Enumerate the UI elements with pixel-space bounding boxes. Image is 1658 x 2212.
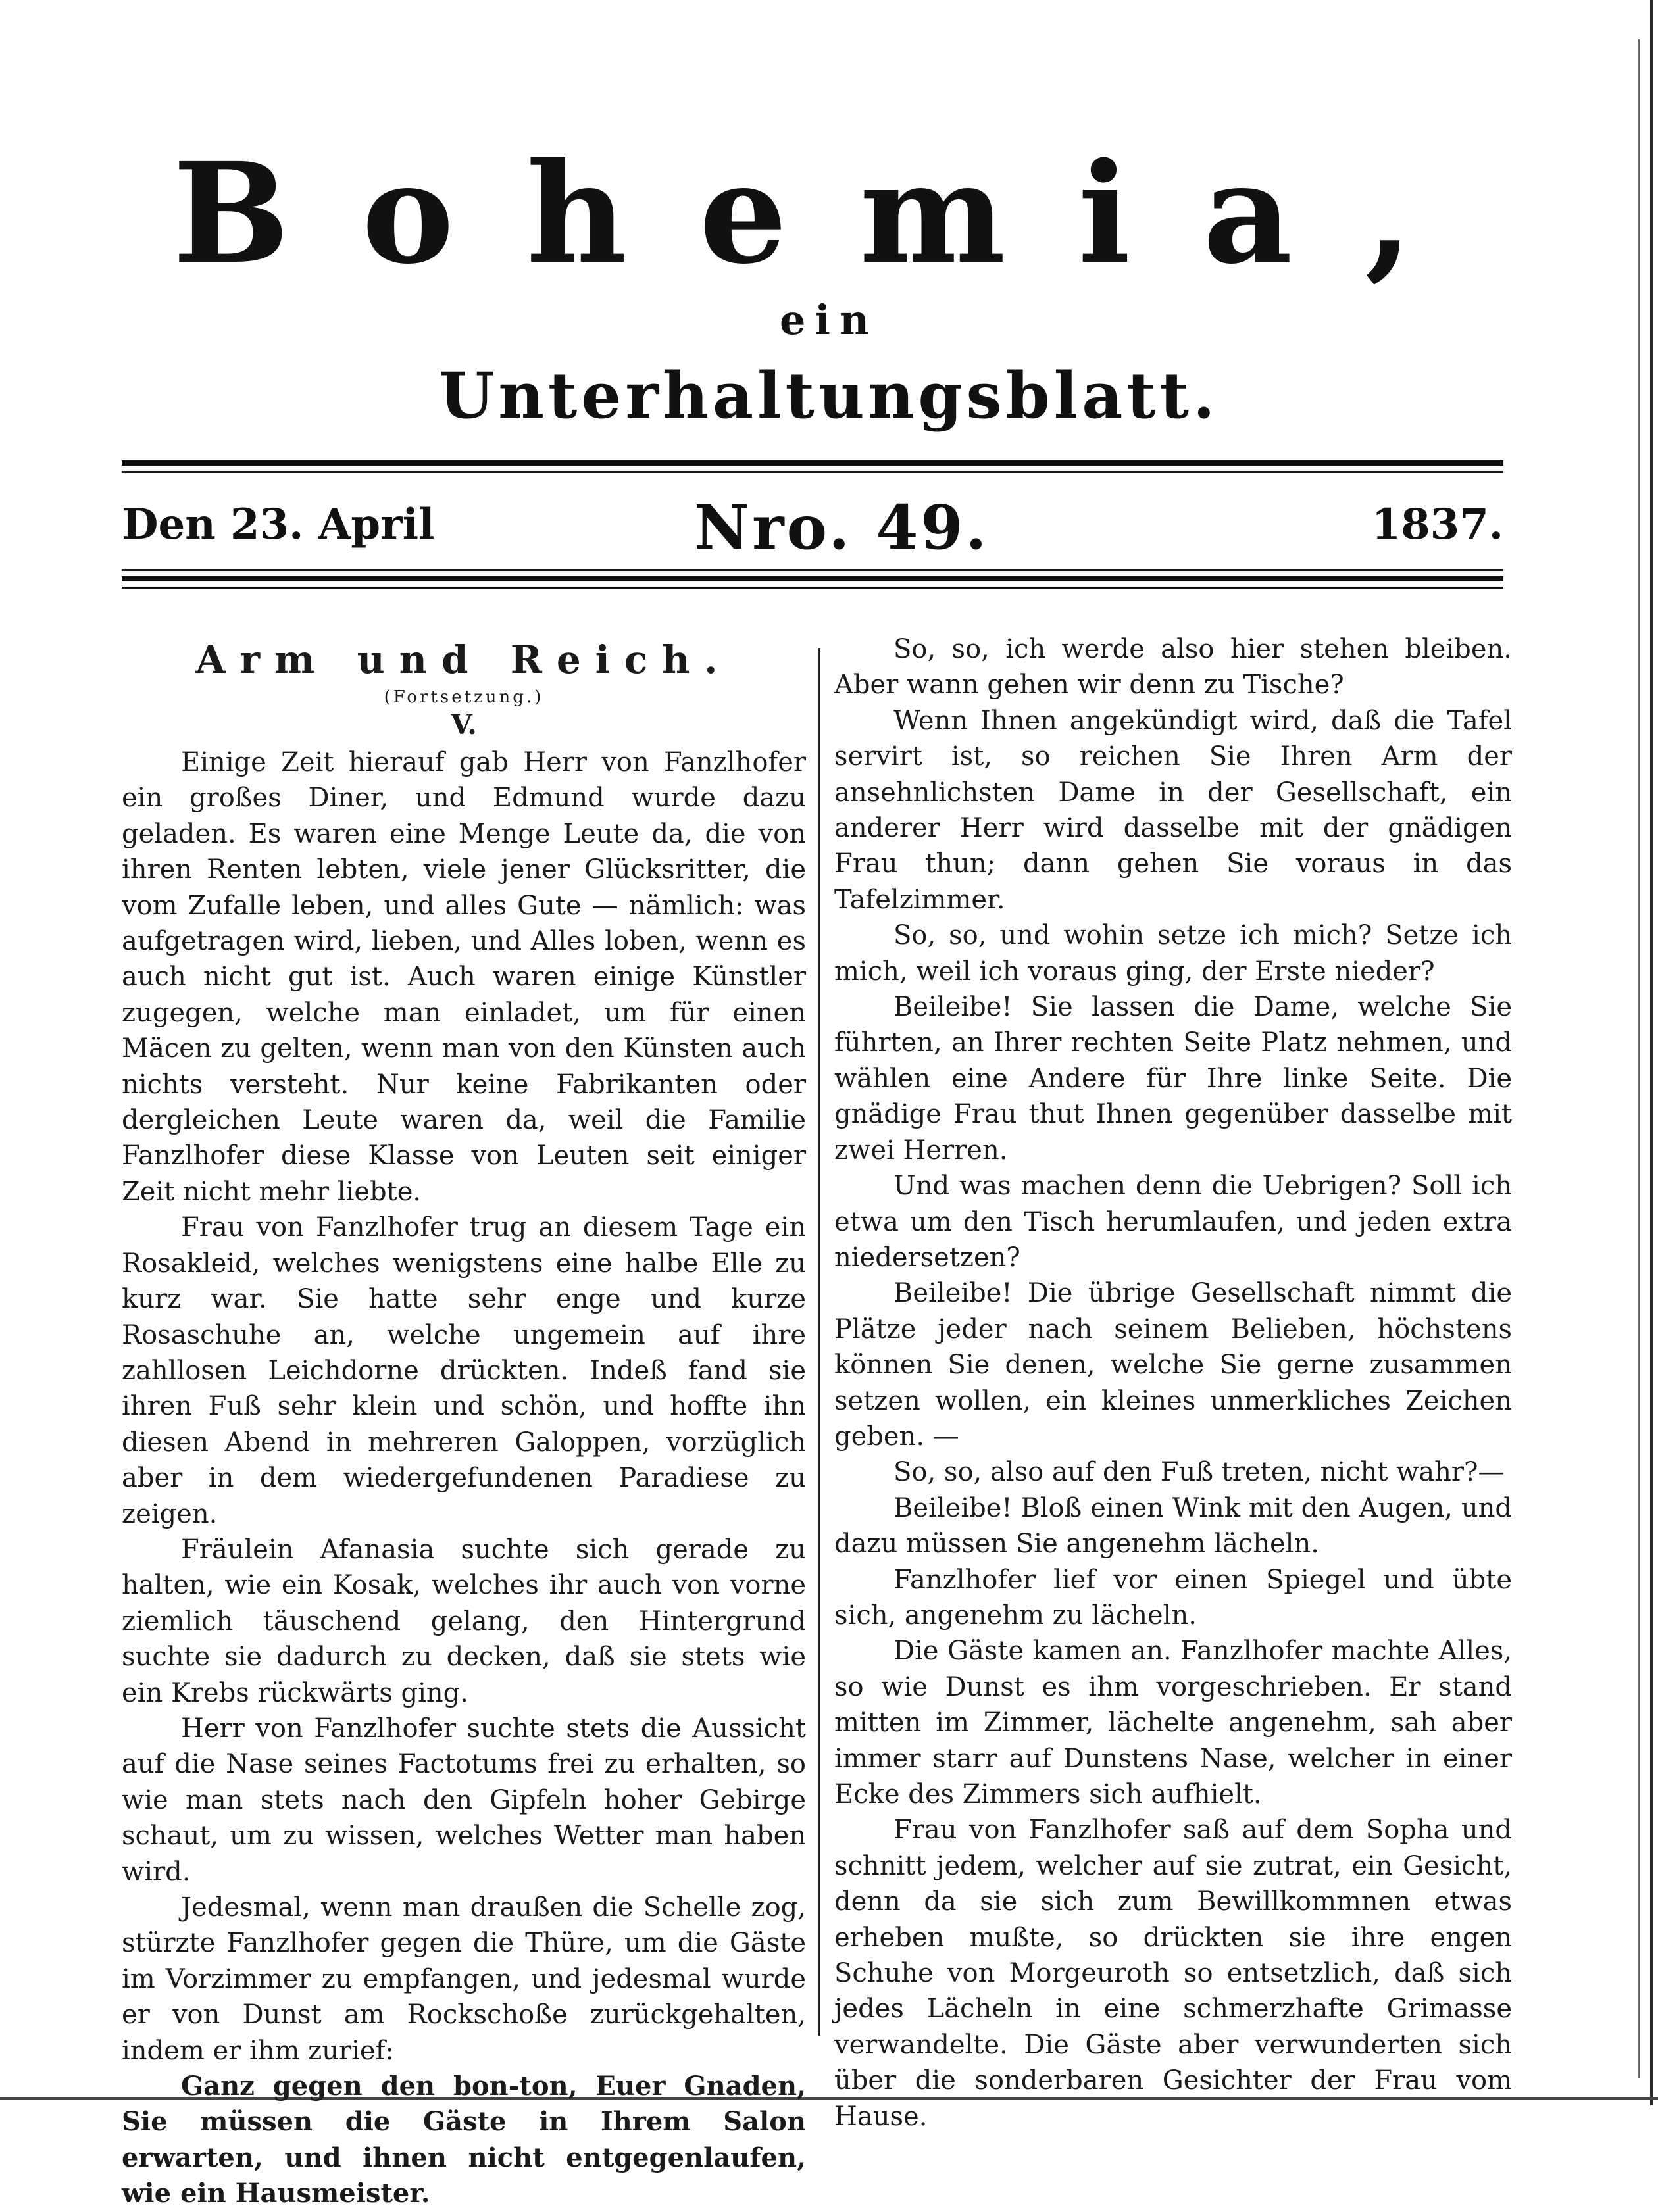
paragraph: Herr von Fanzlhofer suchte stets die Aussicht auf die Nase seines Factotums frei zu erhalten, so wie man stets nach den Gipfeln hoher Gebirge schaut, um zu wissen, welches Wetter man haben wird. [122, 1713, 806, 1887]
masthead-title: Bohemia, [172, 132, 1486, 295]
paragraph: Wenn Ihnen angekündigt wird, daß die Tafel servirt ist, so reichen Sie Ihren Arm der ansehnlichsten Dame in der Gesellschaft, ein anderer Herr wird dasselbe mit der gnädigen Frau thun; dann gehen Sie voraus in das Tafelzimmer. [834, 705, 1512, 915]
paragraph: Die Gäste kamen an. Fanzlhofer machte Alles, so wie Dunst es ihm vorgeschrieben. Er stand mitten im Zimmer, lächelte angenehm, sah aber immer starr auf Dunstens Nase, welcher in einer Ecke des Zimmers sich aufhielt. [834, 1636, 1512, 1809]
paragraph: Beileibe! Bloß einen Wink mit den Augen, und dazu müssen Sie angenehm lächeln. [834, 1492, 1512, 1560]
rule-top-thin [122, 471, 1503, 473]
paragraph: Einige Zeit hierauf gab Herr von Fanzlhofer ein großes Diner, und Edmund wurde dazu geladen. Es waren eine Menge Leute da, die von ihren Renten lebten, viele jener Glücksritter, die vom Zufalle leben, und alles Gute — nämlich: was aufgetragen wird, lieben, und Alles loben, wenn es auch nicht gut ist. Auch waren einige Künstler zugegen, welche man einladet, um für einen Mäcen zu gelten, wenn man von den Künsten auch nichts versteht. Nur keine Fabrikanten oder dergleichen Leute waren da, weil die Familie Fanzlhofer diese Klasse von Leuten seit einiger Zeit nicht mehr liebte. [122, 747, 806, 1207]
paragraph: Beileibe! Sie lassen die Dame, welche Sie führten, an Ihrer rechten Seite Platz nehmen, und wählen eine Andere für Ihre linke Seite. Die gnädige Frau thut Ihnen gegenüber dasselbe mit zwei Herren. [834, 992, 1512, 1166]
dateline [122, 492, 1503, 563]
paragraph: Frau von Fanzlhofer saß auf dem Sopha und schnitt jedem, welcher auf sie zutrat, ein Gesicht, denn da sie sich zum Bewillkommnen etwas erheben mußte, so drückten sie ihre engen Schuhe von Morgeuroth so entsetzlich, daß sich jedes Lächeln in eine schmerzhafte Grimasse verwandelte. Die Gäste aber verwunderten sich über die sonderbaren Gesichter der Frau vom Hause. [834, 1815, 1512, 2132]
issue-number [694, 492, 989, 563]
article-title: Arm und Reich. [195, 637, 732, 682]
rule-bottom-thin-2 [122, 587, 1503, 589]
paragraph: Fanzlhofer lief vor einen Spiegel und übte sich, angenehm zu lächeln. [834, 1564, 1512, 1631]
column-divider [818, 648, 820, 2036]
paragraph: Und was machen denn die Uebrigen? Soll ich etwa um den Tisch herumlaufen, und jeden extra niedersetzen? [834, 1171, 1512, 1273]
issue-year: 1837. [1371, 500, 1503, 549]
issue-number-prefix: Nro. [694, 492, 853, 563]
paragraph: Frau von Fanzlhofer trug an diesem Tage ein Rosakleid, welches wenigstens eine halbe Elle zu kurz war. Sie hatte sehr enge und kurze Rosaschuhe an, welche ungemein auf ihre zahllosen Leichdorne drückten. Indeß fand sie ihren Fuß sehr klein und schön, und hoffte ihn diesen Abend in mehreren Galoppen, vorzüglich aber in dem wiedergefundenen Paradiese zu zeigen. [122, 1212, 806, 1529]
paragraph: Ganz gegen den bon-ton, Euer Gnaden, Sie müssen die Gäste in Ihrem Salon erwarten, und ihnen nicht entgegenlaufen, wie ein Hausmeister. [122, 2071, 806, 2209]
paragraph: So, so, ich werde also hier stehen bleiben. Aber wann gehen wir denn zu Tische? [834, 634, 1512, 700]
rule-bottom-thin-1 [122, 569, 1503, 571]
left-column [122, 631, 806, 2212]
issue-date: Den 23. April [122, 500, 435, 549]
paragraph: So, so, also auf den Fuß treten, nicht wahr?— [893, 1457, 1505, 1488]
issue-number-value: 49. [876, 492, 990, 563]
rule-bottom-thick [122, 576, 1503, 581]
rule-top-thick [122, 460, 1503, 466]
paragraph: Beileibe! Die übrige Gesellschaft nimmt die Plätze jeder nach seinem Belieben, höchstens können Sie denen, welche Sie gerne zusammen setzen wollen, ein kleines unmerkliches Zeichen geben. — [834, 1278, 1512, 1452]
paragraph: So, so, und wohin setze ich mich? Setze ich mich, weil ich voraus ging, der Erste nieder? [834, 920, 1512, 987]
chapter-numeral: V. [451, 708, 477, 741]
masthead-ein: ein [779, 296, 879, 344]
right-column [834, 631, 1512, 2134]
article-continuation: (Fortsetzung.) [384, 687, 544, 707]
page-edge-inner-right [1638, 39, 1640, 2078]
masthead-subtitle: Unterhaltungsblatt. [439, 358, 1219, 433]
paragraph: Fräulein Afanasia suchte sich gerade zu halten, wie ein Kosak, welches ihr auch von vorne ziemlich täuschend gelang, den Hintergrund suchte sie dadurch zu decken, daß sie stets wie ein Krebs rückwärts ging. [122, 1534, 806, 1708]
paragraph: Jedesmal, wenn man draußen die Schelle zog, stürzte Fanzlhofer gegen die Thüre, um die Gäste im Vorzimmer zu empfangen, und jedesmal wurde er von Dunst am Rockschoße zurückgehalten, indem er ihm zurief: [122, 1892, 806, 2066]
